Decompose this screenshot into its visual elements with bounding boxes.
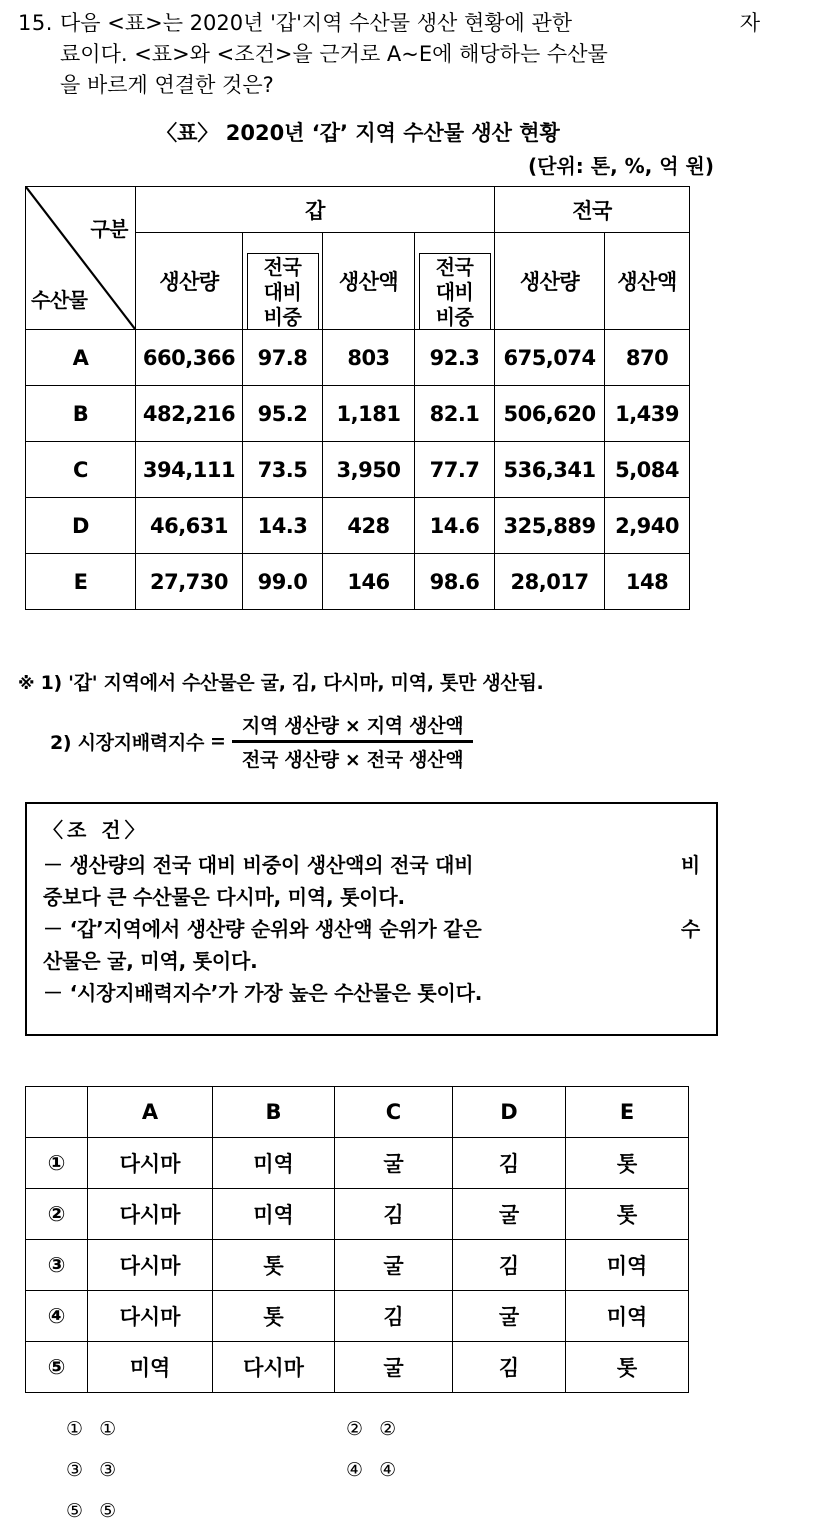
answer-cell-e: 톳	[566, 1138, 689, 1189]
cell-gap-value-share: 82.1	[415, 386, 495, 442]
answer-option-number[interactable]: ⑤	[26, 1342, 88, 1393]
question-stem	[18, 8, 808, 101]
group-header-national: 전국	[495, 187, 690, 233]
answer-option-row[interactable]	[26, 1342, 689, 1393]
row-label: D	[26, 498, 136, 554]
footnote-2-label: 2) 시장지배력지수	[50, 731, 204, 754]
question-number: 15.	[18, 11, 53, 35]
cell-gap-volume: 46,631	[136, 498, 243, 554]
answer-table-header-row	[26, 1087, 689, 1138]
choice-option-3[interactable]: ③ ③	[66, 1458, 122, 1481]
table-caption: 〈표〉 2020년 ‘갑’ 지역 수산물 생산 현황	[156, 121, 560, 145]
cell-gap-value: 3,950	[323, 442, 415, 498]
answer-cell-c: 굴	[335, 1240, 453, 1291]
seafood-production-table	[25, 186, 690, 610]
asterisk-mark-icon: ※	[18, 674, 35, 694]
conditions-box	[25, 802, 718, 1036]
cell-gap-volume-share: 14.3	[243, 498, 323, 554]
condition-2-tail: 수	[680, 917, 700, 941]
cell-gap-value: 428	[323, 498, 415, 554]
cell-gap-value: 146	[323, 554, 415, 610]
subheader-box-volume-share	[247, 253, 319, 329]
question-line-1b: 자	[739, 11, 760, 35]
cell-gap-volume-share: 73.5	[243, 442, 323, 498]
table-row	[26, 498, 690, 554]
answer-cell-c: 굴	[335, 1138, 453, 1189]
cell-gap-volume: 482,216	[136, 386, 243, 442]
answer-cell-c: 김	[335, 1291, 453, 1342]
answer-cell-b: 다시마	[213, 1342, 335, 1393]
answer-cell-d: 김	[453, 1240, 566, 1291]
subheader-gap-value: 생산액	[323, 233, 415, 330]
market-dominance-formula	[232, 709, 473, 774]
cell-national-volume: 536,341	[495, 442, 605, 498]
answer-cell-d: 김	[453, 1342, 566, 1393]
answer-header-b: B	[213, 1087, 335, 1138]
answer-cell-c: 김	[335, 1189, 453, 1240]
row-label: A	[26, 330, 136, 386]
answer-cell-c: 굴	[335, 1342, 453, 1393]
cell-gap-volume: 27,730	[136, 554, 243, 610]
answer-cell-b: 톳	[213, 1240, 335, 1291]
answer-option-row[interactable]	[26, 1240, 689, 1291]
answer-option-row[interactable]	[26, 1138, 689, 1189]
answer-cell-a: 다시마	[88, 1291, 213, 1342]
answer-header-blank	[26, 1087, 88, 1138]
corner-diagonal-cell	[26, 187, 136, 330]
answer-option-number[interactable]: ③	[26, 1240, 88, 1291]
table-footnotes	[18, 668, 808, 774]
cell-national-value: 5,084	[605, 442, 690, 498]
cell-gap-value: 803	[323, 330, 415, 386]
cell-gap-value: 1,181	[323, 386, 415, 442]
group-header-gap: 갑	[136, 187, 495, 233]
subheader-box-line-3: 비중	[263, 305, 302, 329]
answer-header-c: C	[335, 1087, 453, 1138]
table-row	[26, 330, 690, 386]
corner-label-seafood: 수산물	[31, 288, 88, 312]
cell-national-value: 148	[605, 554, 690, 610]
formula-numerator: 지역 생산량 × 지역 생산액	[241, 715, 464, 737]
cell-gap-value-share: 14.6	[415, 498, 495, 554]
answer-header-d: D	[453, 1087, 566, 1138]
subheader-gap-volume-share	[243, 233, 323, 330]
answer-cell-d: 굴	[453, 1189, 566, 1240]
table-row	[26, 386, 690, 442]
footnote-2	[18, 709, 808, 774]
cell-gap-volume: 394,111	[136, 442, 243, 498]
answer-cell-d: 김	[453, 1138, 566, 1189]
condition-item	[43, 913, 700, 977]
condition-item	[43, 977, 700, 1009]
condition-1-line-1: － 생산량의 전국 대비 비중이 생산액의 전국 대비	[43, 853, 474, 877]
choice-row	[66, 1490, 626, 1531]
answer-cell-a: 다시마	[88, 1240, 213, 1291]
answer-option-number[interactable]: ④	[26, 1291, 88, 1342]
choice-row	[66, 1408, 626, 1449]
cell-national-volume: 675,074	[495, 330, 605, 386]
answer-option-row[interactable]	[26, 1189, 689, 1240]
formula-denominator: 전국 생산량 × 전국 생산액	[241, 748, 464, 771]
equals-sign: =	[210, 730, 226, 753]
cell-national-value: 870	[605, 330, 690, 386]
answer-header-a: A	[88, 1087, 213, 1138]
cell-gap-volume-share: 95.2	[243, 386, 323, 442]
cell-gap-value-share: 92.3	[415, 330, 495, 386]
table-group-header-row	[26, 187, 690, 233]
answer-option-number[interactable]: ②	[26, 1189, 88, 1240]
subheader-box-line-1: 전국	[263, 255, 302, 279]
condition-item	[43, 849, 700, 913]
subheader-box-line-2: 대비	[263, 280, 302, 304]
cell-national-value: 1,439	[605, 386, 690, 442]
condition-3-line-1: － ‘시장지배력지수’가 가장 높은 수산물은 톳이다.	[43, 981, 483, 1005]
answer-cell-e: 톳	[566, 1342, 689, 1393]
row-label: C	[26, 442, 136, 498]
answer-cell-a: 다시마	[88, 1138, 213, 1189]
subheader-national-volume: 생산량	[495, 233, 605, 330]
answer-choices-table	[25, 1086, 689, 1393]
corner-label-category: 구분	[90, 217, 128, 241]
cell-gap-volume-share: 97.8	[243, 330, 323, 386]
footnote-1	[18, 668, 808, 695]
condition-2-line-1: － ‘갑’지역에서 생산량 순위와 생산액 순위가 같은	[43, 917, 482, 941]
subheader-gap-value-share	[415, 233, 495, 330]
answer-cell-e: 톳	[566, 1189, 689, 1240]
answer-cell-e: 미역	[566, 1240, 689, 1291]
table-row	[26, 554, 690, 610]
cell-national-volume: 506,620	[495, 386, 605, 442]
footnote-1-text: 1) '갑' 지역에서 수산물은 굴, 김, 다시마, 미역, 톳만 생산됨.	[40, 672, 544, 694]
answer-cell-b: 미역	[213, 1138, 335, 1189]
answer-header-e: E	[566, 1087, 689, 1138]
cell-national-volume: 325,889	[495, 498, 605, 554]
answer-cell-a: 다시마	[88, 1189, 213, 1240]
choice-option-5[interactable]: ⑤ ⑤	[66, 1499, 122, 1522]
cell-national-value: 2,940	[605, 498, 690, 554]
cell-gap-volume-share: 99.0	[243, 554, 323, 610]
question-line-2: 료이다. <표>와 <조건>을 근거로 A~E에 해당하는 수산물	[60, 42, 608, 66]
answer-option-row[interactable]	[26, 1291, 689, 1342]
choice-option-1[interactable]: ① ①	[66, 1417, 122, 1440]
condition-2-line-2: 산물은 굴, 미역, 톳이다.	[43, 949, 258, 973]
subheader-box-line-1: 전국	[435, 255, 474, 279]
row-label: E	[26, 554, 136, 610]
cell-national-volume: 28,017	[495, 554, 605, 610]
question-line-3: 을 바르게 연결한 것은?	[60, 73, 274, 97]
answer-cell-b: 미역	[213, 1189, 335, 1240]
subheader-box-line-2: 대비	[435, 280, 474, 304]
table-row	[26, 442, 690, 498]
condition-1-tail: 비	[680, 853, 700, 877]
answer-cell-b: 톳	[213, 1291, 335, 1342]
answer-cell-d: 굴	[453, 1291, 566, 1342]
conditions-title: 〈조 건〉	[43, 818, 149, 842]
answer-cell-a: 미역	[88, 1342, 213, 1393]
question-line-1a: 다음 <표>는 2020년 '갑'지역 수산물 생산 현황에 관한	[60, 11, 573, 35]
subheader-box-line-3: 비중	[435, 305, 474, 329]
cell-gap-value-share: 77.7	[415, 442, 495, 498]
choice-option-4[interactable]: ④ ④	[346, 1458, 402, 1481]
answer-cell-e: 미역	[566, 1291, 689, 1342]
choice-list	[66, 1408, 626, 1531]
cell-gap-volume: 660,366	[136, 330, 243, 386]
condition-1-line-2: 중보다 큰 수산물은 다시마, 미역, 톳이다.	[43, 885, 405, 909]
subheader-gap-volume: 생산량	[136, 233, 243, 330]
choice-row	[66, 1449, 626, 1490]
conditions-list	[43, 849, 700, 1009]
row-label: B	[26, 386, 136, 442]
cell-gap-value-share: 98.6	[415, 554, 495, 610]
table-unit-note: (단위: 톤, %, 억 원)	[528, 154, 714, 178]
choice-option-2[interactable]: ② ②	[346, 1417, 402, 1440]
answer-option-number[interactable]: ①	[26, 1138, 88, 1189]
question-text	[60, 8, 760, 101]
subheader-box-value-share	[419, 253, 491, 329]
subheader-national-value: 생산액	[605, 233, 690, 330]
